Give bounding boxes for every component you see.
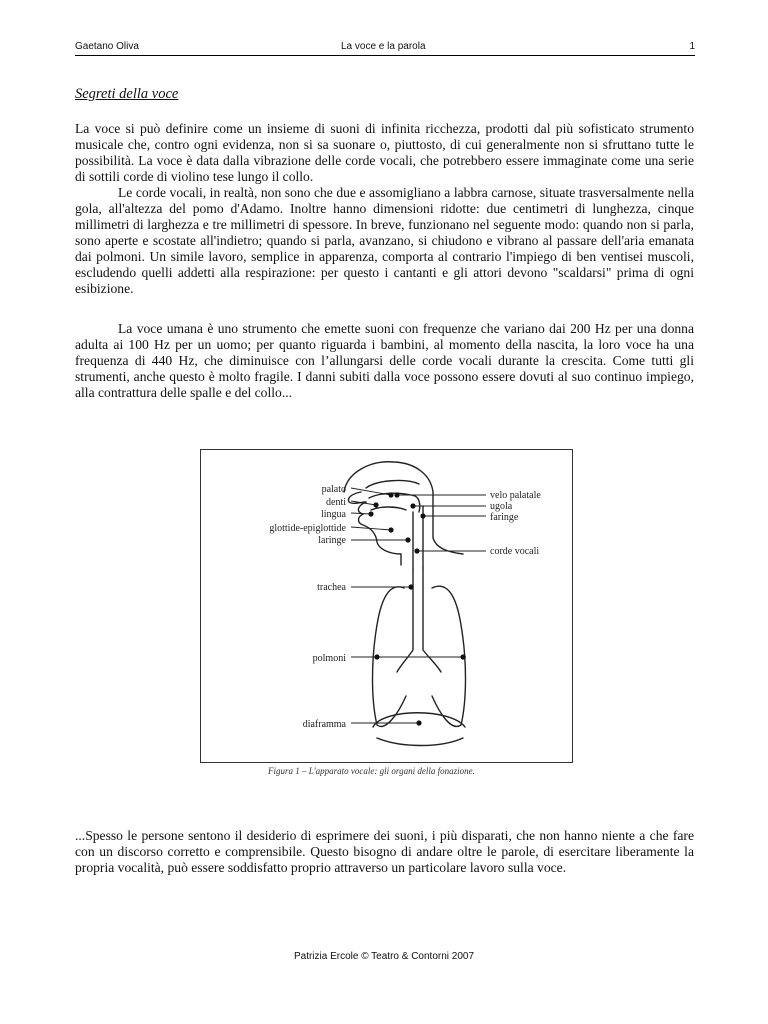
right-labels xyxy=(490,490,541,557)
paragraph-3: La voce umana è uno strumento che emette suoni con frequenze che variano dai 200 Hz per una donna adulta ai 100 Hz per un uomo; per quanto riguarda i bambini, al momento della nascita, la loro voce ha una frequenza di 440 Hz, che diminuisce con l’allungarsi delle corde vocali durante la crescita. Come tutti gli strumenti, anche questo è molto fragile. I danni subiti dalla voce possono essere dovuti al suo continuo impiego, alla contrattura delle spalle e del collo... xyxy=(75,321,694,400)
label-trachea: trachea xyxy=(317,582,346,593)
label-lingua: lingua xyxy=(321,509,346,520)
paragraph-1: La voce si può definire come un insieme di suoni di infinita ricchezza, prodotti dal più sofisticato strumento musicale che, contro ogni evidenza, non si sa suonare o, piuttosto, di cui generalmente non si sfruttano tutte le possibilità. La voce è data dalla vibrazione delle corde vocali, che potrebbero essere immaginate come una serie di sottili corde di violino tese lungo il collo. xyxy=(75,121,694,184)
label-ugola: ugola xyxy=(490,501,513,512)
left-labels xyxy=(269,484,346,730)
header-author: Gaetano Oliva xyxy=(75,41,139,52)
vocal-apparatus-figure xyxy=(200,449,573,763)
page-header xyxy=(75,41,695,56)
figure-caption: Figura 1 – L'apparato vocale: gli organi della fonazione. xyxy=(268,766,475,776)
label-corde-vocali: corde vocali xyxy=(490,546,540,557)
label-laringe: laringe xyxy=(318,535,346,546)
label-velo-palatale: velo palatale xyxy=(490,490,541,501)
paragraph-4: ...Spesso le persone sentono il desiderio di esprimere dei suoni, i più disparati, che non hanno niente a che fare con un discorso corretto e comprensibile. Questo bisogno di andare oltre le parole, di esercitare liberamente la propria vocalità, può essere soddisfatto proprio attraverso un particolare lavoro sulla voce. xyxy=(75,828,694,875)
label-polmoni: polmoni xyxy=(312,653,346,664)
label-glottide-epiglottide: glottide-epiglottide xyxy=(269,523,346,534)
header-page-number: 1 xyxy=(689,41,695,52)
anatomy-outline xyxy=(344,462,466,746)
anatomy-markers xyxy=(368,492,465,725)
section-title: Segreti della voce xyxy=(75,86,179,102)
page-footer: Patrizia Ercole © Teatro & Contorni 2007 xyxy=(293,951,475,962)
label-denti: denti xyxy=(326,497,346,508)
label-diaframma: diaframma xyxy=(302,719,346,730)
label-faringe: faringe xyxy=(490,512,519,523)
label-palato: palato xyxy=(321,484,346,495)
paragraph-2: Le corde vocali, in realtà, non sono che due e assomigliano a labbra carnose, situate trasversalmente nella gola, all'altezza del pomo d'Adamo. Inoltre hanno dimensioni ridotte: due centimetri di lunghezza, cinque millimetri di larghezza e tre millimetri di spessore. In breve, funzionano nel seguente modo: quando non si parla, sono aperte e scostate all'indietro; quando si parla, avanzano, si chiudono e vibrano al passare dell'aria emanata dai polmoni. Un simile lavoro, semplice in apparenza, comporta al contrario l'impiego di ben ventisei muscoli, escludendo quelli addetti alla respirazione: per questo i cantanti e gli attori devono "scaldarsi" prima di ogni esibizione. xyxy=(75,185,694,296)
header-doc-title: La voce e la parola xyxy=(341,41,426,52)
vocal-apparatus-diagram xyxy=(201,450,572,762)
